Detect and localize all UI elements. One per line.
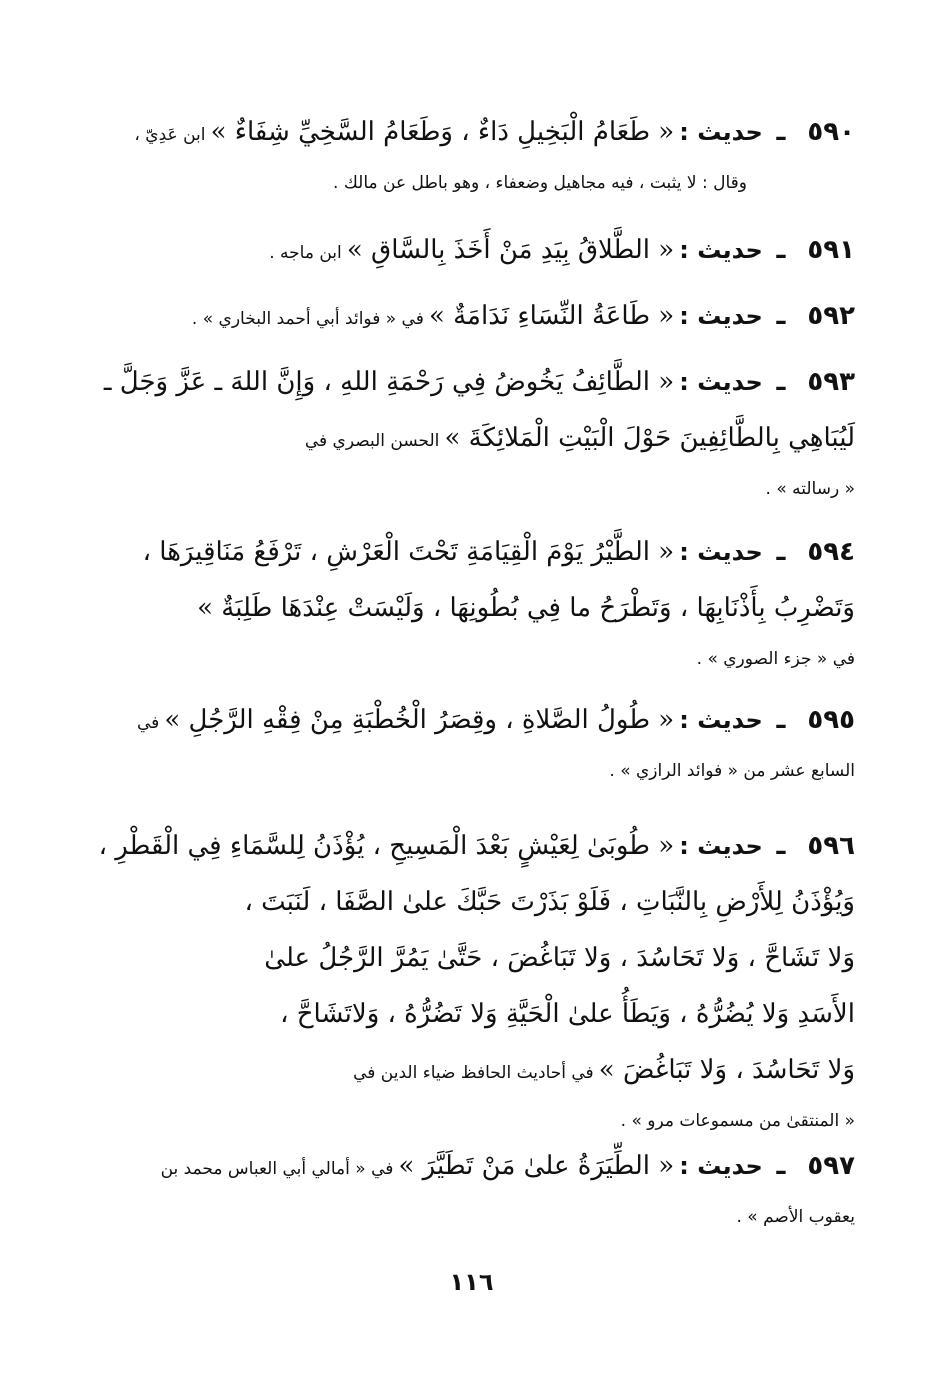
entry-line [95,986,855,1042]
hadith-entry-597 [95,1138,855,1240]
entry-number: ٥٩٤ [807,537,855,567]
entry-dash: ـ [776,301,786,331]
hadith-keyword: حديث : [679,236,763,264]
hadith-text: وَيُؤْذَنُ لِلأَرْضِ بِالنَّبَاتِ ، فَلَوْ بَذَرْتَ حَبَّكَ علىٰ الصَّفَا ، لَنَبَتَ ، [244,887,855,917]
entry-line [95,222,855,278]
hadith-entry-595 [95,692,855,794]
entry-line [95,580,855,636]
hadith-text: وَتَضْرِبُ بِأَذْنَابِهَا ، وَتَطْرَحُ ما فِي بُطُونِهَا ، وَلَيْسَتْ عِنْدَهَا طَلِبَةٌ » [197,593,855,623]
page-number: ١١٦ [449,1268,494,1296]
entry-dash: ـ [776,831,786,861]
hadith-text: وَلا تَحَاسُدَ ، وَلا تَبَاغُضَ » [598,1055,855,1085]
entry-number: ٥٩٠ [807,117,855,147]
hadith-text: « طَعَامُ الْبَخِيلِ دَاءٌ ، وَطَعَامُ السَّخِيِّ شِفَاءٌ » [210,117,675,147]
source-text: في [136,713,160,733]
hadith-keyword: حديث : [679,538,763,566]
source-text: « المنتقىٰ من مسموعات مرو » . [620,1111,855,1131]
entry-line [95,288,855,344]
entry-number: ٥٩٧ [807,1151,855,1181]
entry-line [95,818,855,874]
hadith-keyword: حديث : [679,706,763,734]
hadith-text: الأَسَدِ وَلا يُضُرُّهُ ، وَيَطَأُ علىٰ الْحَيَّةِ وَلا تَضُرُّهُ ، وَلاتَشَاحَّ ، [280,999,855,1029]
entry-line [95,160,855,206]
entry-dash: ـ [776,235,786,265]
entry-number: ٥٩٣ [807,367,855,397]
entry-number: ٥٩١ [807,235,855,265]
entry-dash: ـ [776,117,786,147]
hadith-entry-593 [95,354,855,512]
entry-line [95,930,855,986]
entry-line [95,354,855,410]
entry-dash: ـ [776,537,786,567]
hadith-keyword: حديث : [679,302,763,330]
entry-line [95,466,855,512]
source-text: في « أمالي أبي العباس محمد بن [160,1159,394,1179]
entry-line [95,104,855,160]
entry-number: ٥٩٦ [807,831,855,861]
entry-dash: ـ [776,1151,786,1181]
entry-line [95,874,855,930]
hadith-text: « الطَّائِفُ يَخُوضُ فِي رَحْمَةِ اللهِ ، وَإِنَّ اللهَ ـ عَزَّ وَجَلَّ ـ [103,367,675,397]
hadith-keyword: حديث : [679,832,763,860]
entry-number: ٥٩٢ [807,301,855,331]
hadith-text: « الطَّيْرُ يَوْمَ الْقِيَامَةِ تَحْتَ الْعَرْشِ ، تَرْفَعُ مَنَاقِيرَهَا ، [142,537,675,567]
hadith-entry-590 [95,104,855,206]
entry-line [95,524,855,580]
hadith-keyword: حديث : [679,368,763,396]
source-text: في أحاديث الحافظ ضياء الدين في [353,1063,594,1083]
hadith-text: لَيُبَاهِي بِالطَّائِفِينَ حَوْلَ الْبَيْتِ الْمَلائِكَةَ » [444,423,855,453]
hadith-text: وَلا تَشَاحَّ ، وَلا تَحَاسُدَ ، وَلا تَبَاغُضَ ، حَتَّىٰ يَمُرَّ الرَّجُلُ علىٰ [264,943,855,973]
hadith-entry-592 [95,288,855,344]
hadith-text: « الطَّلاقُ بِيَدِ مَنْ أَخَذَ بِالسَّاقِ » [346,235,675,265]
source-text: ابن ماجه . [269,243,342,263]
hadith-text: « طَاعَةُ النِّسَاءِ نَدَامَةٌ » [428,301,675,331]
entry-line [95,692,855,748]
hadith-text: « طُولُ الصَّلاةِ ، وقِصَرُ الْخُطْبَةِ مِنْ فِقْهِ الرَّجُلِ » [164,705,675,735]
hadith-text: « الطِّيَرَةُ علىٰ مَنْ تَطَيَّرَ » [398,1151,675,1181]
source-text: يعقوب الأصم » . [736,1207,855,1227]
hadith-keyword: حديث : [679,118,763,146]
entry-line [95,410,855,466]
entry-line [95,748,855,794]
source-text: وقال : لا يثبت ، فيه مجاهيل وضعفاء ، وهو باطل عن مالك . [333,173,747,193]
entry-line [95,1042,855,1098]
hadith-keyword: حديث : [679,1152,763,1180]
hadith-text: « طُوبَىٰ لِعَيْشٍ بَعْدَ الْمَسِيحِ ، يُؤْذَنُ لِلسَّمَاءِ فِي الْقَطْرِ ، [98,831,675,861]
source-text: في « فوائد أبي أحمد البخاري » . [191,309,424,329]
source-text: ابن عَدِيّ ، [134,125,206,145]
entry-line [95,1194,855,1240]
source-text: في « جزء الصوري » . [696,649,855,669]
entry-line [95,636,855,682]
hadith-entry-594 [95,524,855,682]
hadith-entry-596 [95,818,855,1144]
entry-line [95,1138,855,1194]
source-text: الحسن البصري في [304,431,440,451]
entry-dash: ـ [776,705,786,735]
entry-dash: ـ [776,367,786,397]
source-text: « رسالته » . [765,479,855,499]
entry-number: ٥٩٥ [807,705,855,735]
source-text: السابع عشر من « فوائد الرازي » . [609,761,855,781]
hadith-entry-591 [95,222,855,278]
